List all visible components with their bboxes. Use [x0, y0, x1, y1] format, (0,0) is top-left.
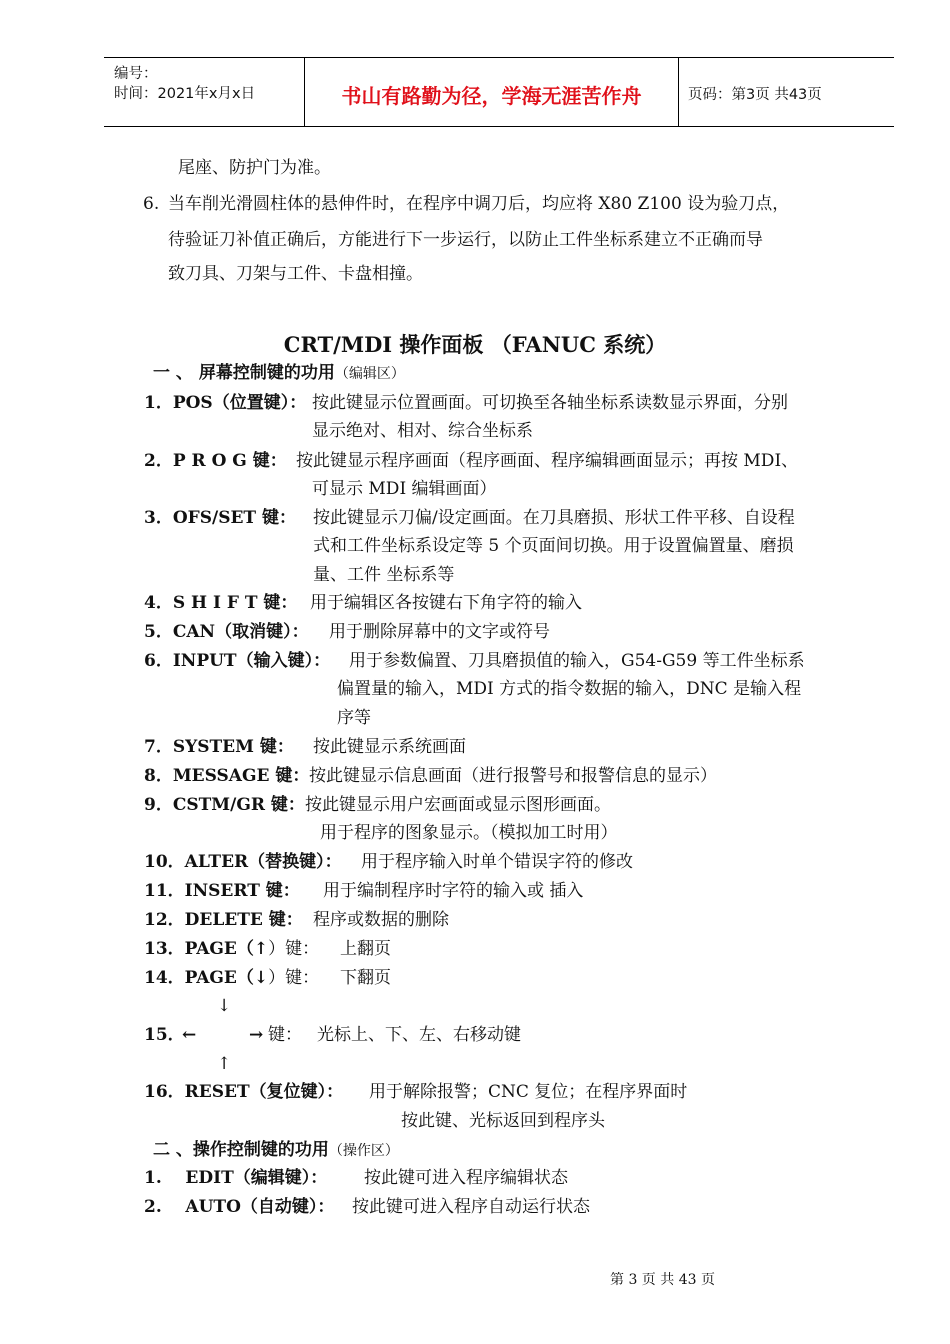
cursor-left-arrow-icon: ←	[182, 1025, 197, 1045]
item-11-key: 11．INSERT 键：	[144, 881, 300, 901]
item-16-line-2: 按此键、光标返回到程序头	[401, 1111, 605, 1131]
item-6-line-1: 用于参数偏置、刀具磨损值的输入，G54-G59 等工件坐标系	[349, 651, 805, 671]
item-7-line-1: 按此键显示系统画面	[313, 737, 466, 757]
item-11-line-1: 用于编制程序时字符的输入或 插入	[323, 881, 584, 901]
item-1-key: 1．POS（位置键）：	[144, 393, 307, 413]
op-item-2-line-1: 按此键可进入程序自动运行状态	[352, 1197, 590, 1217]
item-3-line-3: 量、工件 坐标系等	[313, 565, 455, 585]
section2-heading-text: 二 、操作控制键的功用	[153, 1140, 329, 1160]
item6-line-1: 当车削光滑圆柱体的悬伸件时，在程序中调刀后，均应将 X80 Z100 设为验刀点，	[168, 194, 790, 214]
item-4-key: 4．S H I F T 键：	[144, 593, 298, 613]
section2-heading-note: （操作区）	[328, 1143, 399, 1159]
page-down-arrow-icon: ↓	[253, 968, 269, 988]
item-7-key: 7．SYSTEM 键：	[144, 737, 294, 757]
item-13-key: 13．PAGE（	[144, 939, 254, 959]
item-2-line-2: 可显示 MDI 编辑画面）	[312, 479, 497, 499]
item-3-line-1: 按此键显示刀偏/设定画面。在刀具磨损、形状工件平移、自设程	[313, 508, 795, 528]
section1-heading-note: （编辑区）	[334, 366, 405, 382]
item6-line-3: 致刀具、刀架与工件、卡盘相撞。	[168, 264, 423, 284]
item6-number: 6.	[143, 194, 160, 214]
op-item-1-key: 1. EDIT（编辑键）：	[144, 1168, 328, 1188]
header-motto: 书山有路勤为径，学海无涯苦作舟	[341, 84, 642, 108]
page-footer: 第 3 页 共 43 页	[610, 1272, 715, 1288]
item-13-line-1: 上翻页	[340, 939, 391, 959]
cursor-down-arrow-icon: ↓	[217, 996, 232, 1016]
item-14-key: 14．PAGE（	[144, 968, 254, 988]
item-2-key: 2．P R O G 键：	[144, 451, 287, 471]
section1-heading	[153, 362, 405, 385]
page-title: CRT/MDI 操作面板 （FANUC 系统）	[283, 332, 667, 357]
header-page-info: 页码：第3页 共43页	[688, 87, 822, 103]
item-5-line-1: 用于删除屏幕中的文字或符号	[329, 622, 550, 642]
item-12-key: 12．DELETE 键：	[144, 910, 303, 930]
item-13-key-tail: ）键：	[268, 939, 320, 959]
item-5-key: 5．CAN（取消键）：	[144, 622, 309, 642]
item-16-line-1: 用于解除报警；CNC 复位；在程序界面时	[369, 1082, 688, 1102]
page-up-arrow-icon: ↑	[253, 939, 269, 959]
item-9-key: 9．CSTM/GR 键：	[144, 795, 305, 815]
cursor-right-arrow-icon: →	[249, 1025, 264, 1045]
op-item-1-line-1: 按此键可进入程序编辑状态	[364, 1168, 568, 1188]
item-16-key: 16．RESET（复位键）：	[144, 1082, 344, 1102]
item-8-key: 8．MESSAGE 键：	[144, 766, 310, 786]
item-8-line-1: 按此键显示信息画面（进行报警号和报警信息的显示）	[309, 766, 717, 786]
section1-heading-text: 一 、 屏幕控制键的功用	[153, 363, 335, 383]
item-1-line-1: 按此键显示位置画面。可切换至各轴坐标系读数显示界面，分别	[312, 393, 788, 413]
item6-line-2: 待验证刀补值正确后，方能进行下一步运行，以防止工件坐标系建立不正确而导	[168, 230, 763, 250]
item-9-line-1: 按此键显示用户宏画面或显示图形画面。	[305, 795, 611, 815]
item-3-line-2: 式和工件坐标系设定等 5 个页面间切换。用于设置偏置量、磨损	[313, 536, 794, 556]
item-4-line-1: 用于编辑区各按键右下角字符的输入	[310, 593, 582, 613]
item-9-line-2: 用于程序的图象显示。（模拟加工时用）	[320, 823, 618, 843]
header-meta-cell	[104, 58, 305, 126]
item-3-key: 3．OFS/SET 键：	[144, 508, 296, 528]
item-14-key-tail: ）键：	[268, 968, 320, 988]
item-6-line-3: 序等	[337, 708, 371, 728]
document-time-label: 时间：2021年x月x日	[114, 86, 256, 102]
op-item-2-key: 2. AUTO（自动键）：	[144, 1197, 335, 1217]
item-6-line-2: 偏置量的输入，MDI 方式的指令数据的输入，DNC 是输入程	[337, 679, 802, 699]
page-header	[104, 57, 894, 127]
item-12-line-1: 程序或数据的删除	[313, 910, 449, 930]
header-motto-cell	[305, 58, 679, 126]
item-13	[144, 938, 319, 960]
section2-heading	[153, 1139, 399, 1162]
document-number-label: 编号：	[114, 66, 158, 82]
item-15-key-tail: 键：	[268, 1025, 302, 1045]
item-10-key: 10．ALTER（替换键）：	[144, 852, 342, 872]
item-14	[144, 967, 319, 989]
item-6-key: 6．INPUT（输入键）：	[144, 651, 331, 671]
item-10-line-1: 用于程序输入时单个错误字符的修改	[361, 852, 633, 872]
item-15-key: 15．	[144, 1025, 185, 1045]
intro-line-0: 尾座、防护门为准。	[178, 158, 331, 178]
item-2-line-1: 按此键显示程序画面（程序画面、程序编辑画面显示；再按 MDI、	[296, 451, 799, 471]
cursor-up-arrow-icon: ↑	[217, 1054, 232, 1074]
item-1-line-2: 显示绝对、相对、综合坐标系	[312, 421, 533, 441]
item-14-line-1: 下翻页	[340, 968, 391, 988]
item-15-line-1: 光标上、下、左、右移动键	[317, 1025, 521, 1045]
